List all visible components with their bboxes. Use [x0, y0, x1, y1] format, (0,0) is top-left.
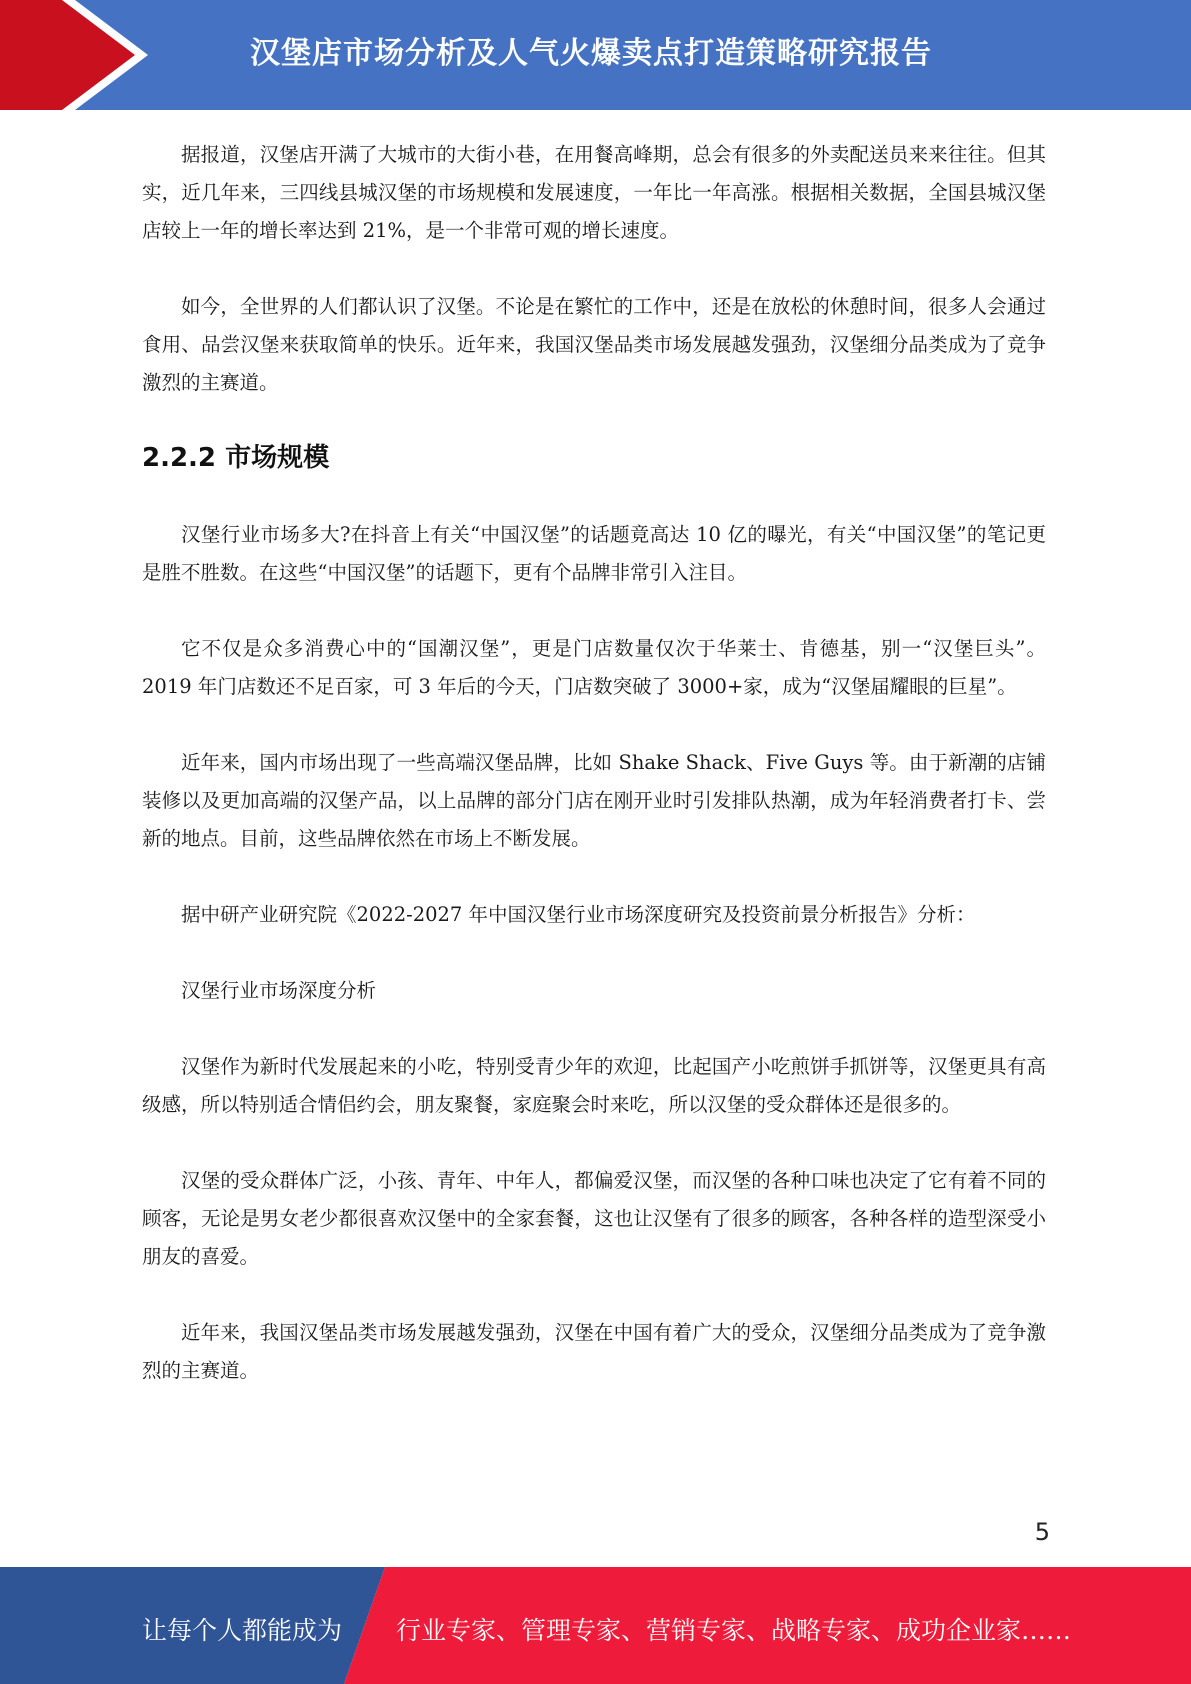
page-number: 5 — [1034, 1518, 1050, 1546]
paragraph: 汉堡行业市场多大?在抖音上有关“中国汉堡”的话题竟高达 10 亿的曝光，有关“中国汉堡”的笔记更是胜不胜数。在这些“中国汉堡”的话题下，更有个品牌非常引入注目。 — [142, 523, 1046, 584]
paragraph: 近年来，国内市场出现了一些高端汉堡品牌，比如 Shake Shack、Five Guys 等。由于新潮的店铺装修以及更加高端的汉堡产品，以上品牌的部分门店在刚开业时引发排队热潮，成为年轻消费者打卡、尝新的地点。目前，这些品牌依然在市场上不断发展。 — [142, 751, 1046, 850]
footer-slogan-right: 行业专家、管理专家、营销专家、战略专家、成功企业家…… — [396, 1616, 1072, 1645]
report-title: 汉堡店市场分析及人气火爆卖点打造策略研究报告 — [250, 36, 932, 71]
footer-slogan-left: 让每个人都能成为 — [142, 1616, 343, 1645]
paragraph: 汉堡作为新时代发展起来的小吃，特别受青少年的欢迎，比起国产小吃煎饼手抓饼等，汉堡更具有高级感，所以特别适合情侣约会，朋友聚餐，家庭聚会时来吃，所以汉堡的受众群体还是很多的。 — [142, 1055, 1046, 1116]
page-footer — [0, 1567, 1191, 1684]
paragraph: 汉堡行业市场深度分析 — [181, 979, 377, 1002]
section-heading: 2.2.2 市场规模 — [142, 443, 330, 473]
paragraph: 如今，全世界的人们都认识了汉堡。不论是在繁忙的工作中，还是在放松的休憩时间，很多人会通过食用、品尝汉堡来获取简单的快乐。近年来，我国汉堡品类市场发展越发强劲，汉堡细分品类成为了竞争激烈的主赛道。 — [142, 295, 1046, 394]
paragraph: 据报道，汉堡店开满了大城市的大街小巷，在用餐高峰期，总会有很多的外卖配送员来来往往。但其实，近几年来，三四线县城汉堡的市场规模和发展速度，一年比一年高涨。根据相关数据，全国县城汉堡店较上一年的增长率达到 21%，是一个非常可观的增长速度。 — [142, 143, 1046, 242]
page-header — [0, 0, 1191, 110]
paragraph: 它不仅是众多消费心中的“国潮汉堡”，更是门店数量仅次于华莱士、肯德基，别一“汉堡巨头”。2019 年门店数还不足百家，可 3 年后的今天，门店数突破了 3000+家，成为“汉堡届耀眼的巨星”。 — [142, 637, 1046, 698]
paragraph: 据中研产业研究院《2022-2027 年中国汉堡行业市场深度研究及投资前景分析报告》分析： — [181, 903, 976, 926]
paragraph: 汉堡的受众群体广泛，小孩、青年、中年人，都偏爱汉堡，而汉堡的各种口味也决定了它有着不同的顾客，无论是男女老少都很喜欢汉堡中的全家套餐，这也让汉堡有了很多的顾客，各种各样的造型深受小朋友的喜爱。 — [142, 1169, 1046, 1268]
header-chevron-icon — [0, 0, 160, 110]
document-body — [142, 136, 1046, 1428]
paragraph: 近年来，我国汉堡品类市场发展越发强劲，汉堡在中国有着广大的受众，汉堡细分品类成为了竞争激烈的主赛道。 — [142, 1321, 1046, 1382]
